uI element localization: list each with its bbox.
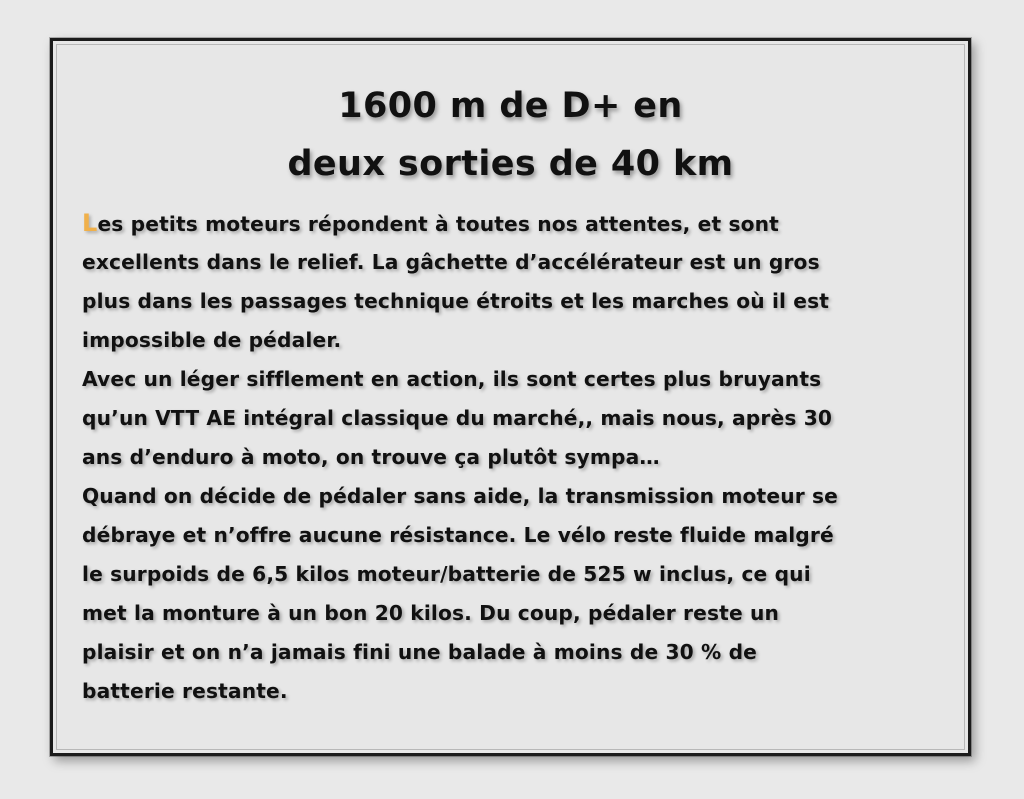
body-line-8: Quand on décide de pédaler sans aide, la transmission moteur se xyxy=(82,484,839,508)
drop-cap: L xyxy=(82,209,98,237)
body-line-11: met la monture à un bon 20 kilos. Du coup, pédaler reste un xyxy=(82,601,780,625)
body-line-2: excellents dans le relief. La gâchette d’accélérateur est un gros xyxy=(82,250,820,274)
body-line-1 xyxy=(82,204,962,243)
title-line-1: 1600 m de D+ en xyxy=(338,86,683,126)
article-title xyxy=(53,77,968,193)
article-body xyxy=(82,204,962,711)
body-line-6: qu’un VTT AE intégral classique du marché,, mais nous, après 30 xyxy=(82,406,833,430)
body-line-12: plaisir et on n’a jamais fini une balade à moins de 30 % de xyxy=(82,640,758,664)
title-line-2: deux sorties de 40 km xyxy=(287,144,734,184)
body-line-13: batterie restante. xyxy=(82,679,288,703)
body-line-9: débraye et n’offre aucune résistance. Le vélo reste fluide malgré xyxy=(82,523,834,547)
body-line-5: Avec un léger sifflement en action, ils sont certes plus bruyants xyxy=(82,367,822,391)
body-line-3: plus dans les passages technique étroits et les marches où il est xyxy=(82,289,830,313)
body-line-10: le surpoids de 6,5 kilos moteur/batterie de 525 w inclus, ce qui xyxy=(82,562,811,586)
article-card xyxy=(50,38,971,756)
body-line-1-text: es petits moteurs répondent à toutes nos attentes, et sont xyxy=(97,212,779,236)
body-line-7: ans d’enduro à moto, on trouve ça plutôt sympa… xyxy=(82,445,660,469)
body-line-4: impossible de pédaler. xyxy=(82,328,342,352)
